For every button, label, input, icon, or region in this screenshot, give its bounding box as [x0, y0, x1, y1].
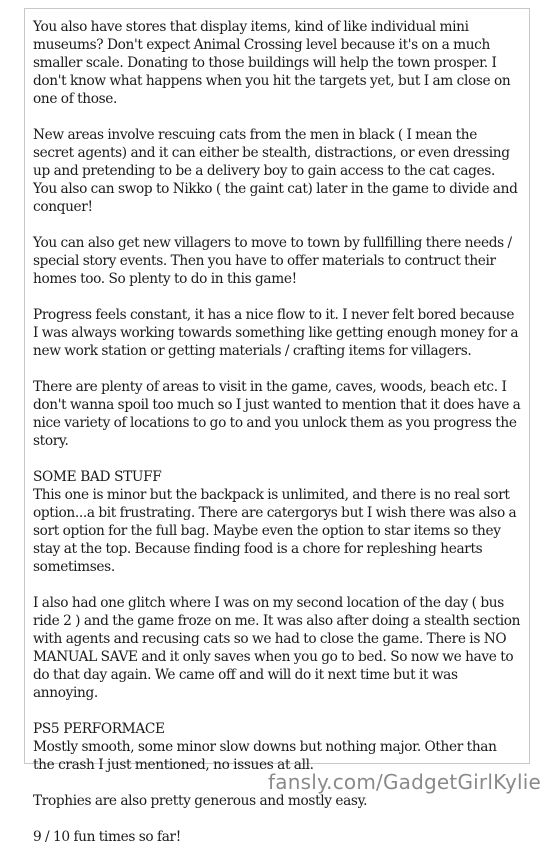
- paragraph-performance: Mostly smooth, some minor slow downs but nothing major. Other than the crash I just mentioned, no issues at all.: [33, 739, 497, 773]
- paragraph-trophies: Trophies are also pretty generous and mostly easy.: [33, 793, 368, 809]
- paragraph-areas: There are plenty of areas to visit in the game, caves, woods, beach etc. I don't wanna spoil too much so I just wanted to mention that it does have a nice variety of locations to go to and you unlock them as you progress the story.: [33, 379, 521, 449]
- paragraph-progress: Progress feels constant, it has a nice flow to it. I never felt bored because I was always working towards something like getting enough money for a new work station or getting materials / crafting items for villagers.: [33, 307, 519, 359]
- section-heading-bad-stuff: SOME BAD STUFF: [33, 469, 162, 485]
- section-heading-performance: PS5 PERFORMACE: [33, 721, 165, 737]
- paragraph-glitch: I also had one glitch where I was on my second location of the day ( bus ride 2 ) and the game froze on me. It was also after doing a stealth section with agents and recusing cats so we had to close the game. There is NO MANUAL SAVE and it only saves when you go to bed. So now we have to do that day again. We came off and will do it next time but it was annoying.: [33, 595, 521, 701]
- paragraph-backpack: This one is minor but the backpack is unlimited, and there is no real sort option...a bit frustrating. There are catergorys but I wish there was also a sort option for the full bag. Maybe even the option to star items so they stay at the top. Because finding food is a chore for repleshing hearts sometimses.: [33, 487, 517, 575]
- paragraph-villagers: You can also get new villagers to move to town by fullfilling there needs / special story events. Then you have to offer materials to contruct their homes too. So plenty to do in this game!: [33, 235, 512, 287]
- score-line: 9 / 10 fun times so far!: [33, 829, 181, 845]
- paragraph-rescuing-cats: New areas involve rescuing cats from the men in black ( I mean the secret agents) and it can either be stealth, distractions, or even dressing up and pretending to be a delivery boy to gain access to the cat cages. You also can swop to Nikko ( the gaint cat) later in the game to divide and conquer!: [33, 127, 518, 215]
- paragraph-stores: You also have stores that display items, kind of like individual mini museums? Don't expect Animal Crossing level because it's on a much smaller scale. Donating to those buildings will help the town prosper. I don't know what happens when you hit the targets yet, but I am close on one of those.: [33, 19, 511, 107]
- watermark: fansly.com/GadgetGirlKylie: [268, 770, 541, 794]
